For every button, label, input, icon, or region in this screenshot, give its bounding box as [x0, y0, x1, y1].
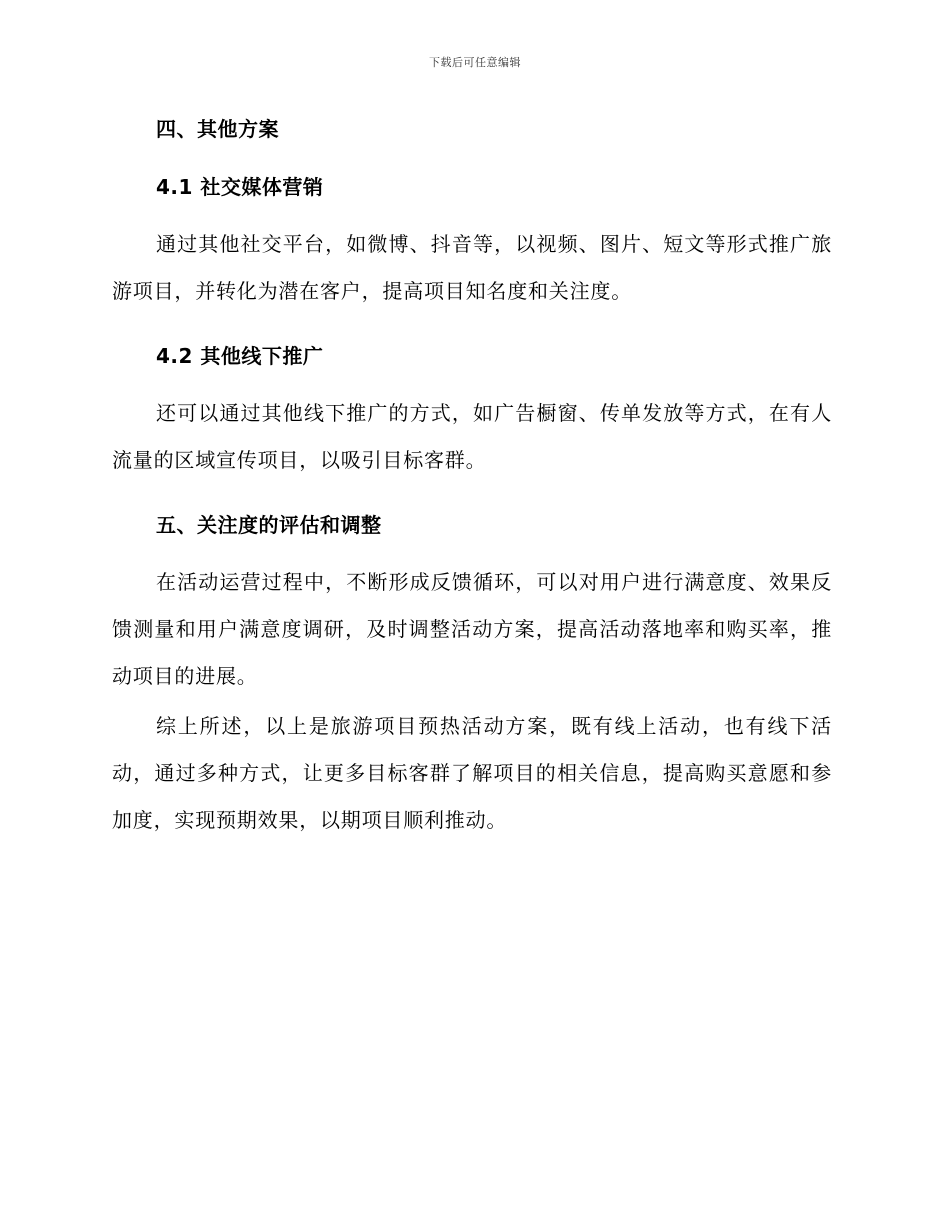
- subsection-4-1-heading: 4.1 社交媒体营销: [156, 175, 324, 199]
- section-5-heading: 五、关注度的评估和调整: [156, 513, 382, 537]
- section-5-paragraph: 在活动运营过程中，不断形成反馈循环，可以对用户进行满意度、效果反馈测量和用户满意度调研，及时调整活动方案，提高活动落地率和购买率，推动项目的进展。: [112, 570, 832, 688]
- header-note: 下载后可任意编辑: [429, 56, 521, 69]
- subsection-4-1-paragraph: 通过其他社交平台，如微博、抖音等，以视频、图片、短文等形式推广旅游项目，并转化为潜在客户，提高项目知名度和关注度。: [112, 232, 832, 303]
- subsection-4-2-heading: 4.2 其他线下推广: [156, 344, 324, 368]
- document-body: [112, 112, 832, 844]
- summary-paragraph: 综上所述，以上是旅游项目预热活动方案，既有线上活动，也有线下活动，通过多种方式，让更多目标客群了解项目的相关信息，提高购买意愿和参加度，实现预期效果，以期项目顺利推动。: [112, 714, 832, 832]
- section-4-heading: 四、其他方案: [156, 117, 279, 141]
- subsection-4-2-paragraph: 还可以通过其他线下推广的方式，如广告橱窗、传单发放等方式，在有人流量的区域宣传项目，以吸引目标客群。: [112, 401, 832, 472]
